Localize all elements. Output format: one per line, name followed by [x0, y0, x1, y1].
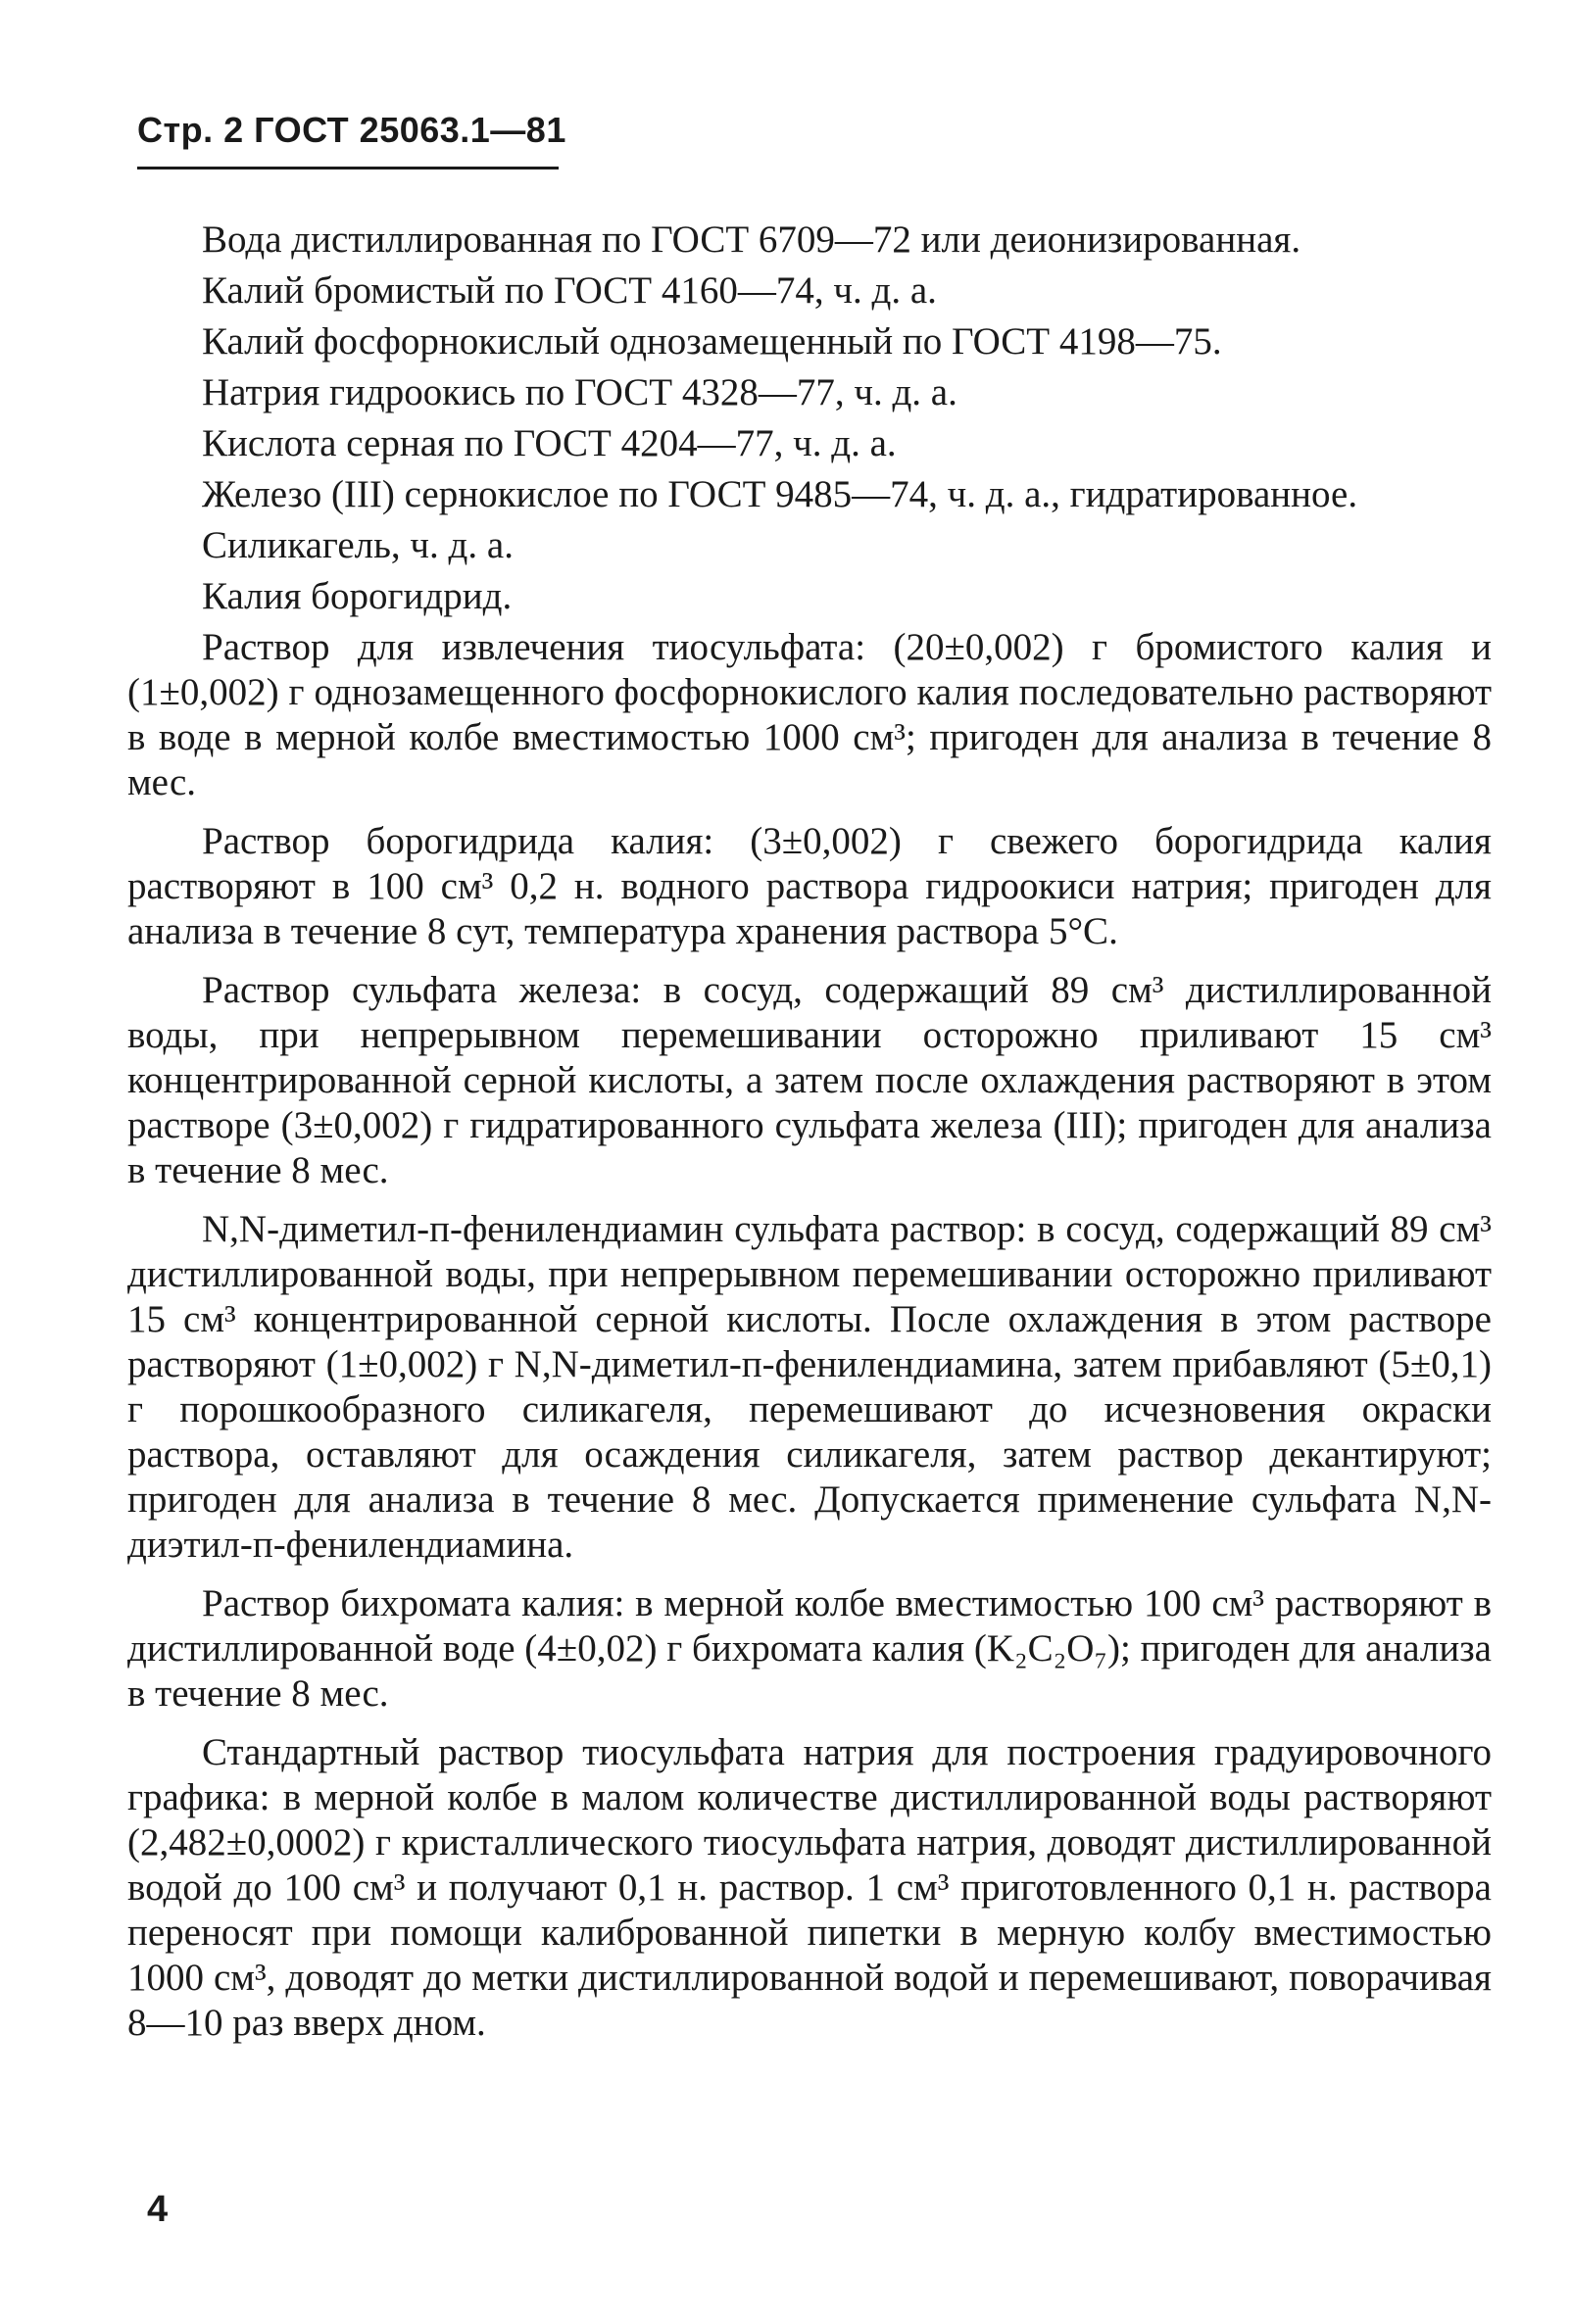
document-body	[127, 218, 1492, 2052]
paragraph-extraction-solution: Раствор для извлечения тиосульфата: (20±0,002) г бромистого калия и (1±0,002) г однозамещенного фосфорнокислого калия последовательно растворяют в воде в мерной колбе вместимостью 1000 см³; пригоден для анализа в течение 8 мес.	[127, 626, 1492, 803]
paragraph-borohydride-solution: Раствор борогидрида калия: (3±0,002) г свежего борогидрида калия растворяют в 100 см³ 0,2 н. водного раствора гидроокиси натрия; пригоден для анализа в течение 8 сут, температура хранения раствора 5°С.	[127, 820, 1492, 952]
paragraph-dichromate-solution: Раствор бихромата калия: в мерной колбе вместимостью 100 см³ растворяют в дистиллированной воде (4±0,02) г бихромата калия (K₂C₂O₇); пригоден для анализа в течение 8 мес.	[127, 1582, 1492, 1715]
paragraph-silica-gel: Силикагель, ч. д. а.	[202, 524, 514, 566]
paragraph-diamine-solution: N,N-диметил-п-фенилендиамин сульфата раствор: в сосуд, содержащий 89 см³ дистиллированной воды, при непрерывном перемешивании осторожно приливают 15 см³ концентрированной серной кислоты. После охлаждения в этом растворе растворяют (1±0,002) г N,N-диметил-п-фенилендиамина, затем прибавляют (5±0,1) г порошкообразного силикагеля, перемешивают до исчезновения окраски раствора, оставляют для осаждения силикагеля, затем раствор декантируют; пригоден для анализа в течение 8 мес. Допускается применение сульфата N,N-диэтил-п-фенилендиамина.	[127, 1208, 1492, 1566]
paragraph-potassium-phosphate: Калий фосфорнокислый однозамещенный по ГОСТ 4198—75.	[202, 320, 1222, 363]
paragraph-potassium-bromide: Калий бромистый по ГОСТ 4160—74, ч. д. а.	[202, 269, 937, 312]
paragraph-iron-sulfate-solution: Раствор сульфата железа: в сосуд, содержащий 89 см³ дистиллированной воды, при непрерывном перемешивании осторожно приливают 15 см³ концентрированной серной кислоты, а затем после охлаждения растворяют в этом растворе (3±0,002) г гидратированного сульфата железа (III); пригоден для анализа в течение 8 мес.	[127, 969, 1492, 1191]
paragraph-iron-sulfate: Железо (III) сернокислое по ГОСТ 9485—74, ч. д. а., гидратированное.	[202, 473, 1358, 515]
paragraph-sodium-hydroxide: Натрия гидроокись по ГОСТ 4328—77, ч. д. а.	[202, 371, 957, 413]
paragraph-sulfuric-acid: Кислота серная по ГОСТ 4204—77, ч. д. а.	[202, 422, 897, 464]
page-number: 4	[147, 2189, 169, 2230]
page-header: Стр. 2 ГОСТ 25063.1—81	[137, 110, 566, 150]
paragraph-standard-thiosulfate-solution: Стандартный раствор тиосульфата натрия для построения градуировочного графика: в мерной колбе в малом количестве дистиллированной воды растворяют (2,482±0,0002) г кристаллического тиосульфата натрия, доводят дистиллированной водой до 100 см³ и получают 0,1 н. раствор. 1 см³ приготовленного 0,1 н. раствора переносят при помощи калиброванной пипетки в мерную колбу вместимостью 1000 см³, доводят до метки дистиллированной водой и перемешивают, поворачивая 8—10 раз вверх дном.	[127, 1731, 1492, 2044]
header-underline	[137, 167, 559, 169]
paragraph-potassium-borohydride: Калия борогидрид.	[202, 575, 513, 617]
paragraph-water: Вода дистиллированная по ГОСТ 6709—72 или деионизированная.	[202, 218, 1301, 261]
